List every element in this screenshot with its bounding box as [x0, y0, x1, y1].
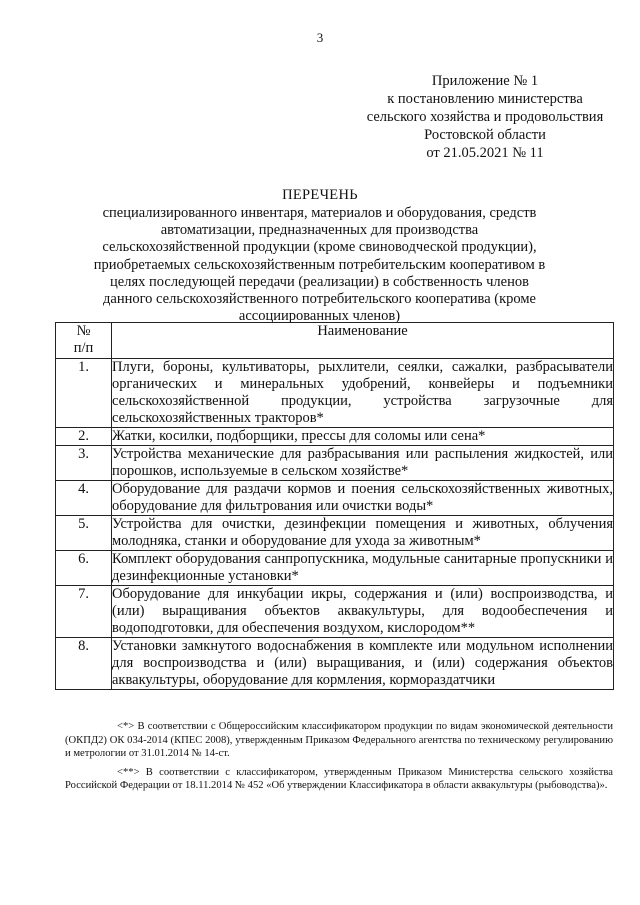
table-row [56, 359, 614, 428]
table-row [56, 516, 614, 551]
row-name: Оборудование для раздачи кормов и поения сельскохозяйственных животных, оборудование для фильтрования или очистки воды* [112, 481, 613, 514]
row-number: 2. [56, 428, 112, 446]
appendix-line: от 21.05.2021 № 11 [426, 145, 544, 161]
header-number [56, 323, 112, 359]
row-number: 6. [56, 551, 112, 586]
appendix-header [340, 72, 630, 162]
appendix-line: к постановлению министерства [387, 91, 583, 107]
header-name: Наименование [112, 323, 614, 359]
appendix-line: сельского хозяйства и продовольствия [366, 109, 604, 125]
table-row [56, 428, 614, 446]
row-number: 1. [56, 359, 112, 428]
table-header-row [56, 323, 614, 359]
row-name: Устройства механические для разбрасывания или распыления жидкостей, или порошков, используемые в сельском хозяйстве* [112, 446, 613, 479]
row-number: 5. [56, 516, 112, 551]
row-number: 3. [56, 446, 112, 481]
header-number-line2: п/п [73, 340, 94, 356]
document-subtitle: специализированного инвентаря, материалов и оборудования, средств автоматизации, предназначенных для производства сельскохозяйственной продукции (кроме свиноводческой продукции), приобретаемых сельскохозяйственным потребительским кооперативом в целях последующей передачи (реализации) в собственность членов данного сельскохозяйственного потребительского кооператива (кроме ассоциированных членов) [93, 205, 546, 325]
row-number: 4. [56, 481, 112, 516]
row-name: Устройства для очистки, дезинфекции помещения и животных, облучения молодняка, станки и оборудование для ухода за животным* [112, 516, 613, 549]
row-name: Оборудование для инкубации икры, содержания и (или) воспроизводства, и (или) выращивания объектов аквакультуры, для водообеспечения и водоподготовки, для обеспечения воздухом, кислородом** [112, 586, 613, 636]
document-title: ПЕРЕЧЕНЬ [282, 187, 358, 203]
row-name: Жатки, косилки, подборщики, прессы для соломы или сена* [112, 428, 614, 446]
table-row [56, 551, 614, 586]
footnote: <*> В соответствии с Общероссийским классификатором продукции по видам экономической деятельности (ОКПД2) ОК 034-2014 (КПЕС 2008), утвержденным Приказом Федерального агентства по техническому регулированию и метрологии от 31.01.2014 № 14-ст. [65, 721, 613, 760]
page-number: 3 [316, 30, 324, 45]
appendix-line: Приложение № 1 [431, 73, 539, 89]
table-row [56, 446, 614, 481]
footnote: <**> В соответствии с классификатором, утвержденным Приказом Министерства сельского хозяйства Российской Федерации от 18.11.2014 № 452 «Об утверждении Классификатора в области аквакультуры (рыбоводства)». [65, 766, 613, 792]
row-name: Комплект оборудования санпропускника, модульные санитарные пропускники и дезинфекционные установки* [112, 551, 613, 584]
header-number-line1: № [76, 323, 91, 339]
row-number: 7. [56, 586, 112, 638]
row-name: Плуги, бороны, культиваторы, рыхлители, сеялки, сажалки, разбрасыватели органических и минеральных удобрений, конвейеры и подъемники сельскохозяйственной продукции, устройства загрузочные для сельскохозяйственных тракторов* [112, 359, 613, 426]
table-row [56, 481, 614, 516]
row-name: Установки замкнутого водоснабжения в комплекте или модульном исполнении для воспроизводства и (или) выращивания, и (или) содержания объектов аквакультуры, оборудование для кормления, кормораздатчики [112, 638, 613, 688]
row-number: 8. [56, 638, 112, 690]
items-table [55, 322, 614, 690]
footnotes [65, 720, 613, 798]
table-row [56, 586, 614, 638]
appendix-line: Ростовской области [424, 127, 546, 143]
table-row [56, 638, 614, 690]
